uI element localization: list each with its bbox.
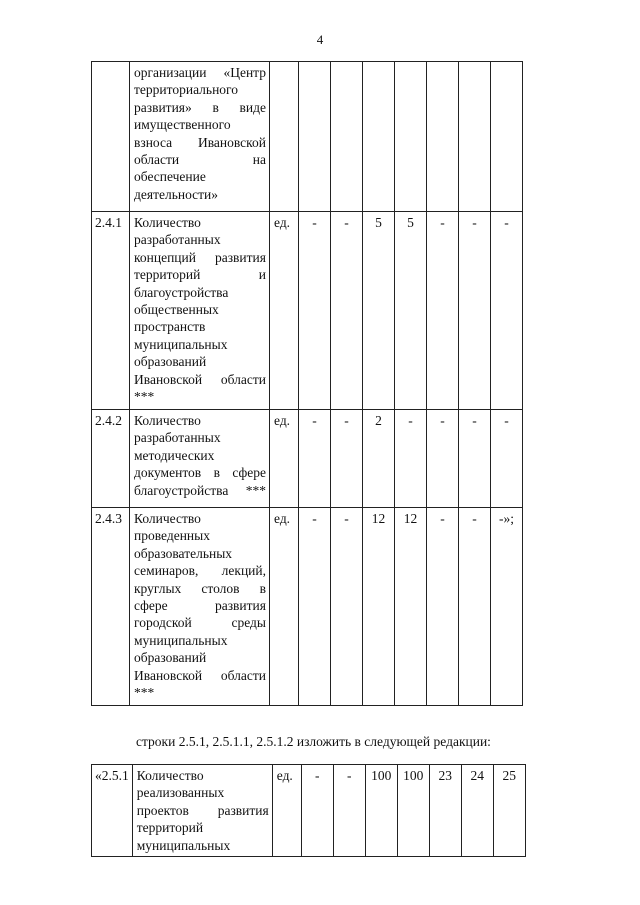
value-cell [491,62,523,212]
table-row [92,765,526,857]
description-cell [130,410,270,508]
value-cell: - [491,212,523,410]
description-line: благоустройства [134,284,229,300]
intro-text: строки 2.5.1, 2.5.1.1, 2.5.1.2 изложить в следующей редакции: [136,734,491,749]
description-cell [132,765,272,857]
row-number-cell: 2.4.3 [92,508,130,706]
value-cell: 100 [365,765,397,857]
value-cell: - [331,410,363,508]
value-cell: -»; [491,508,523,706]
value-cell: 5 [395,212,427,410]
description-line: семинаров, лекций, [134,563,266,579]
value-cell: - [299,212,331,410]
description-line: реализованных [136,785,225,801]
unit-cell: ед. [270,212,299,410]
row-number-cell: 2.4.1 [92,212,130,410]
value-cell: - [459,508,491,706]
description-line: пространств [134,319,206,335]
description-line: муниципальных [134,632,228,648]
description-line: документов в сфере [134,465,266,481]
row-number-cell: «2.5.1 [92,765,133,857]
value-cell: - [427,410,459,508]
value-cell [427,62,459,212]
value-cell [459,62,491,212]
description-line: области на [134,152,266,168]
table-row [92,508,523,706]
value-cell: 2 [363,410,395,508]
unit-cell [270,62,299,212]
row-number-cell [92,62,130,212]
description-line: деятельности» [134,186,219,202]
value-cell [331,62,363,212]
value-cell: - [427,508,459,706]
value-cell: - [299,508,331,706]
table-row [92,410,523,508]
description-line: методических [134,447,215,463]
value-cell: 12 [363,508,395,706]
description-line: проектов развития [136,802,269,818]
description-line: Количество [136,768,204,783]
description-line: концепций развития [134,249,266,265]
value-cell: - [331,212,363,410]
unit-cell: ед. [270,410,299,508]
description-line: Ивановской области [134,371,266,387]
value-cell: - [491,410,523,508]
value-cell: 25 [493,765,525,857]
description-line: территориального [134,82,238,98]
value-cell: - [333,765,365,857]
description-line: сфере развития [134,598,266,614]
description-line: развития» в виде [134,99,266,115]
table-row [92,62,523,212]
value-cell [363,62,395,212]
value-cell [395,62,427,212]
description-line: разработанных [134,232,221,248]
description-line: Ивановской области [134,667,266,683]
unit-cell: ед. [270,508,299,706]
row-number-cell: 2.4.2 [92,410,130,508]
value-cell: - [331,508,363,706]
table-row [92,212,523,410]
value-cell: 24 [461,765,493,857]
value-cell: 12 [395,508,427,706]
indicators-table-top [91,61,523,706]
description-cell [130,62,270,212]
description-line: организации «Центр [134,65,266,80]
value-cell: 100 [397,765,429,857]
description-line: территорий и [134,267,266,283]
description-line: муниципальных [134,336,228,352]
description-line: образований [134,650,207,666]
description-cell [130,212,270,410]
page-number: 4 [316,32,324,47]
description-line: обеспечение [134,169,206,185]
value-cell: - [299,410,331,508]
description-line: Количество [134,511,201,526]
description-line: образований [134,354,207,370]
description-line: Количество [134,413,201,428]
indicators-table-bottom [91,764,526,857]
description-line: городской среды [134,615,266,631]
description-line: муниципальных [136,837,231,853]
description-line: *** [134,389,155,405]
value-cell: - [395,410,427,508]
unit-cell: ед. [272,765,301,857]
description-line: проведенных [134,528,210,544]
description-cell [130,508,270,706]
value-cell [299,62,331,212]
value-cell: - [427,212,459,410]
value-cell: 23 [429,765,461,857]
value-cell: 5 [363,212,395,410]
description-line: благоустройства *** [134,482,266,498]
value-cell: - [459,410,491,508]
description-line: имущественного [134,117,231,133]
description-line: круглых столов в [134,580,266,596]
description-line: *** [134,685,155,701]
description-line: Количество [134,215,201,230]
description-line: территорий [136,820,204,836]
description-line: разработанных [134,430,221,446]
description-line: образовательных [134,545,233,561]
description-line: взноса Ивановской [134,134,266,150]
description-line: общественных [134,302,219,318]
value-cell: - [459,212,491,410]
value-cell: - [301,765,333,857]
